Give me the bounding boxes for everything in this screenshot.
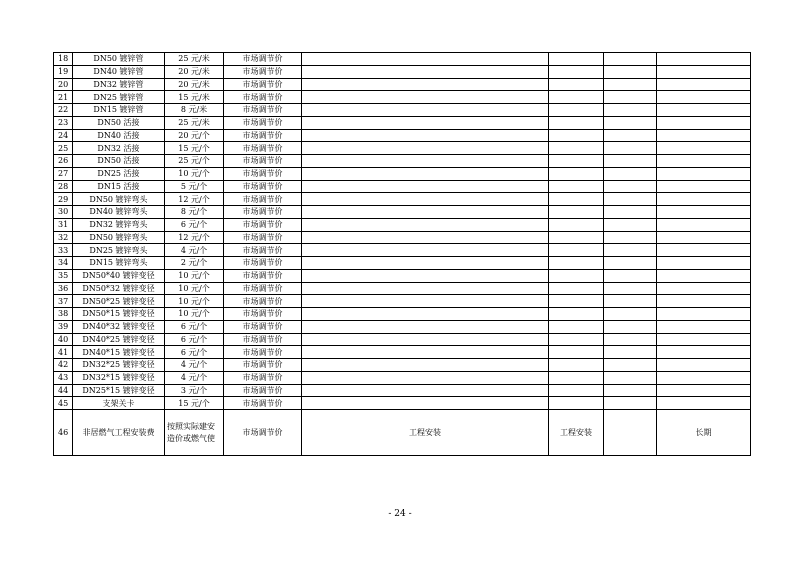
cell-empty <box>604 397 657 410</box>
cell-empty <box>604 206 657 219</box>
cell-number: 45 <box>54 397 73 410</box>
cell-item-name: DN40*25 镀锌变径 <box>73 333 165 346</box>
cell-item-name: 非居燃气工程安装费 <box>73 410 165 456</box>
cell-empty <box>604 65 657 78</box>
cell-number: 43 <box>54 371 73 384</box>
cell-number: 18 <box>54 53 73 66</box>
table-row <box>54 167 751 180</box>
cell-empty <box>657 142 751 155</box>
cell-item-name: DN15 镀锌弯头 <box>73 257 165 270</box>
cell-empty <box>604 193 657 206</box>
cell-unit-price: 12 元/个 <box>165 231 224 244</box>
cell-empty <box>657 231 751 244</box>
cell-item-name: DN15 镀锌管 <box>73 104 165 117</box>
cell-empty <box>657 116 751 129</box>
table-row <box>54 371 751 384</box>
cell-unit-price: 8 元/个 <box>165 206 224 219</box>
cell-empty <box>549 167 604 180</box>
cell-pricing-basis: 市场调节价 <box>224 206 302 219</box>
table-row <box>54 53 751 66</box>
cell-item-name: DN50 镀锌弯头 <box>73 193 165 206</box>
cell-empty <box>657 371 751 384</box>
cell-empty <box>549 320 604 333</box>
cell-empty <box>549 129 604 142</box>
cell-empty <box>604 116 657 129</box>
cell-unit-price: 2 元/个 <box>165 257 224 270</box>
price-table <box>53 52 751 456</box>
cell-empty <box>549 155 604 168</box>
cell-number: 42 <box>54 359 73 372</box>
cell-empty <box>657 65 751 78</box>
cell-number: 25 <box>54 142 73 155</box>
table-row <box>54 320 751 333</box>
cell-empty <box>657 397 751 410</box>
cell-content: 工程安装 <box>302 410 549 456</box>
cell-item-name: DN50*32 镀锌变径 <box>73 282 165 295</box>
cell-empty <box>604 244 657 257</box>
table-row <box>54 104 751 117</box>
table-row <box>54 384 751 397</box>
cell-pricing-basis: 市场调节价 <box>224 180 302 193</box>
cell-item-name: DN50 活接 <box>73 116 165 129</box>
cell-empty <box>604 91 657 104</box>
cell-empty <box>549 397 604 410</box>
cell-empty <box>549 116 604 129</box>
cell-empty <box>657 257 751 270</box>
cell-empty <box>657 129 751 142</box>
cell-unit-price: 12 元/个 <box>165 193 224 206</box>
table-row <box>54 180 751 193</box>
cell-empty <box>604 320 657 333</box>
cell-empty <box>604 346 657 359</box>
cell-unit-price: 25 元/个 <box>165 155 224 168</box>
cell-item-name: 支架关卡 <box>73 397 165 410</box>
cell-empty <box>549 193 604 206</box>
cell-unit-price: 20 元/米 <box>165 65 224 78</box>
cell-empty <box>302 78 549 91</box>
cell-pricing-basis: 市场调节价 <box>224 308 302 321</box>
cell-empty <box>604 333 657 346</box>
cell-empty <box>302 155 549 168</box>
cell-unit-price: 20 元/个 <box>165 129 224 142</box>
cell-item-name: DN25*15 镀锌变径 <box>73 384 165 397</box>
cell-empty <box>657 155 751 168</box>
cell-number: 34 <box>54 257 73 270</box>
cell-empty <box>549 308 604 321</box>
cell-empty <box>549 231 604 244</box>
cell-number: 29 <box>54 193 73 206</box>
cell-number: 19 <box>54 65 73 78</box>
cell-empty <box>302 231 549 244</box>
cell-empty <box>549 384 604 397</box>
cell-empty <box>604 142 657 155</box>
cell-empty <box>302 244 549 257</box>
cell-unit-price: 15 元/个 <box>165 142 224 155</box>
cell-empty <box>657 78 751 91</box>
cell-empty <box>549 142 604 155</box>
cell-empty <box>657 346 751 359</box>
cell-empty <box>657 218 751 231</box>
cell-number: 27 <box>54 167 73 180</box>
cell-unit-price: 6 元/个 <box>165 320 224 333</box>
cell-number: 23 <box>54 116 73 129</box>
cell-number: 28 <box>54 180 73 193</box>
cell-empty <box>549 257 604 270</box>
cell-empty <box>604 78 657 91</box>
cell-empty <box>549 218 604 231</box>
cell-empty <box>657 308 751 321</box>
cell-unit-price: 10 元/个 <box>165 295 224 308</box>
cell-empty <box>604 218 657 231</box>
table-row <box>54 346 751 359</box>
cell-empty <box>302 91 549 104</box>
cell-pricing-basis: 市场调节价 <box>224 295 302 308</box>
cell-empty <box>604 104 657 117</box>
cell-number: 35 <box>54 269 73 282</box>
cell-pricing-basis: 市场调节价 <box>224 333 302 346</box>
cell-pricing-basis: 市场调节价 <box>224 244 302 257</box>
cell-pricing-basis: 市场调节价 <box>224 167 302 180</box>
cell-pricing-basis: 市场调节价 <box>224 269 302 282</box>
cell-number: 31 <box>54 218 73 231</box>
cell-item-name: DN40 镀锌管 <box>73 65 165 78</box>
cell-pricing-basis: 市场调节价 <box>224 104 302 117</box>
cell-empty <box>549 333 604 346</box>
cell-pricing-basis: 市场调节价 <box>224 282 302 295</box>
cell-empty <box>302 206 549 219</box>
cell-item-name: DN32 镀锌弯头 <box>73 218 165 231</box>
cell-empty <box>657 91 751 104</box>
cell-item-name: DN40*15 镀锌变径 <box>73 346 165 359</box>
cell-item-name: DN50 镀锌弯头 <box>73 231 165 244</box>
cell-unit-price: 10 元/个 <box>165 308 224 321</box>
cell-number: 41 <box>54 346 73 359</box>
cell-empty <box>302 116 549 129</box>
cell-empty <box>549 78 604 91</box>
cell-unit-price: 25 元/米 <box>165 116 224 129</box>
cell-unit-price: 按照实际建安造价或燃气使 <box>165 410 224 456</box>
cell-empty <box>604 269 657 282</box>
cell-empty <box>302 65 549 78</box>
table-row <box>54 206 751 219</box>
cell-empty <box>302 359 549 372</box>
cell-empty <box>549 282 604 295</box>
cell-empty <box>657 104 751 117</box>
table-row <box>54 91 751 104</box>
cell-empty <box>302 397 549 410</box>
table-row <box>54 65 751 78</box>
cell-item-name: DN25 镀锌管 <box>73 91 165 104</box>
table-row <box>54 129 751 142</box>
cell-empty <box>302 129 549 142</box>
cell-empty <box>604 282 657 295</box>
cell-empty <box>657 193 751 206</box>
cell-empty <box>302 142 549 155</box>
cell-unit-price: 4 元/个 <box>165 371 224 384</box>
cell-unit-price: 15 元/米 <box>165 91 224 104</box>
cell-item-name: DN50 镀锌管 <box>73 53 165 66</box>
table-row <box>54 269 751 282</box>
cell-pricing-basis: 市场调节价 <box>224 91 302 104</box>
cell-pricing-basis: 市场调节价 <box>224 65 302 78</box>
cell-empty <box>302 295 549 308</box>
cell-empty <box>302 53 549 66</box>
cell-number: 46 <box>54 410 73 456</box>
cell-empty <box>302 257 549 270</box>
cell-empty <box>657 384 751 397</box>
cell-pricing-basis: 市场调节价 <box>224 53 302 66</box>
cell-empty <box>657 167 751 180</box>
cell-empty <box>549 206 604 219</box>
cell-item-name: DN50 活接 <box>73 155 165 168</box>
cell-item-name: DN40 镀锌弯头 <box>73 206 165 219</box>
table-row <box>54 295 751 308</box>
cell-empty <box>302 384 549 397</box>
cell-empty <box>604 410 657 456</box>
table-row <box>54 333 751 346</box>
table-row <box>54 257 751 270</box>
cell-empty <box>302 346 549 359</box>
cell-number: 33 <box>54 244 73 257</box>
cell-empty <box>657 180 751 193</box>
cell-item-name: DN40 活接 <box>73 129 165 142</box>
cell-empty <box>604 308 657 321</box>
table-row <box>54 142 751 155</box>
cell-item-name: DN50*15 镀锌变径 <box>73 308 165 321</box>
cell-empty <box>604 231 657 244</box>
cell-empty <box>302 167 549 180</box>
cell-empty <box>604 155 657 168</box>
cell-empty <box>302 320 549 333</box>
cell-type: 工程安装 <box>549 410 604 456</box>
cell-empty <box>604 257 657 270</box>
cell-empty <box>657 244 751 257</box>
cell-item-name: DN25 镀锌弯头 <box>73 244 165 257</box>
cell-empty <box>657 206 751 219</box>
cell-pricing-basis: 市场调节价 <box>224 193 302 206</box>
cell-empty <box>604 53 657 66</box>
cell-empty <box>302 104 549 117</box>
cell-empty <box>302 371 549 384</box>
cell-number: 37 <box>54 295 73 308</box>
cell-unit-price: 15 元/个 <box>165 397 224 410</box>
cell-item-name: DN32 活接 <box>73 142 165 155</box>
cell-number: 26 <box>54 155 73 168</box>
cell-unit-price: 8 元/米 <box>165 104 224 117</box>
cell-item-name: DN15 活接 <box>73 180 165 193</box>
cell-pricing-basis: 市场调节价 <box>224 397 302 410</box>
cell-empty <box>657 282 751 295</box>
table-row <box>54 231 751 244</box>
cell-empty <box>549 104 604 117</box>
cell-number: 20 <box>54 78 73 91</box>
cell-unit-price: 6 元/个 <box>165 346 224 359</box>
cell-empty <box>549 295 604 308</box>
table-row <box>54 308 751 321</box>
cell-item-name: DN32*15 镀锌变径 <box>73 371 165 384</box>
cell-empty <box>657 269 751 282</box>
table-row <box>54 155 751 168</box>
cell-empty <box>549 65 604 78</box>
cell-empty <box>302 333 549 346</box>
cell-number: 38 <box>54 308 73 321</box>
cell-unit-price: 4 元/个 <box>165 359 224 372</box>
cell-empty <box>302 269 549 282</box>
cell-empty <box>549 244 604 257</box>
cell-pricing-basis: 市场调节价 <box>224 155 302 168</box>
cell-unit-price: 5 元/个 <box>165 180 224 193</box>
table-row <box>54 410 751 456</box>
table-row <box>54 193 751 206</box>
cell-pricing-basis: 市场调节价 <box>224 231 302 244</box>
cell-empty <box>302 218 549 231</box>
cell-unit-price: 6 元/个 <box>165 333 224 346</box>
cell-item-name: DN40*32 镀锌变径 <box>73 320 165 333</box>
cell-item-name: DN32 镀锌管 <box>73 78 165 91</box>
cell-item-name: DN50*25 镀锌变径 <box>73 295 165 308</box>
cell-number: 32 <box>54 231 73 244</box>
cell-empty <box>549 53 604 66</box>
cell-number: 24 <box>54 129 73 142</box>
cell-pricing-basis: 市场调节价 <box>224 129 302 142</box>
table-row <box>54 282 751 295</box>
cell-unit-price: 25 元/米 <box>165 53 224 66</box>
cell-pricing-basis: 市场调节价 <box>224 371 302 384</box>
cell-item-name: DN50*40 镀锌变径 <box>73 269 165 282</box>
cell-pricing-basis: 市场调节价 <box>224 359 302 372</box>
cell-empty <box>657 333 751 346</box>
table-row <box>54 397 751 410</box>
cell-pricing-basis: 市场调节价 <box>224 257 302 270</box>
table-body <box>54 53 751 456</box>
cell-item-name: DN25 活接 <box>73 167 165 180</box>
table-row <box>54 244 751 257</box>
cell-pricing-basis: 市场调节价 <box>224 116 302 129</box>
cell-empty <box>549 359 604 372</box>
cell-empty <box>604 129 657 142</box>
cell-number: 36 <box>54 282 73 295</box>
cell-empty <box>657 53 751 66</box>
cell-empty <box>302 193 549 206</box>
cell-empty <box>604 371 657 384</box>
cell-term: 长期 <box>657 410 751 456</box>
cell-number: 22 <box>54 104 73 117</box>
cell-unit-price: 10 元/个 <box>165 282 224 295</box>
cell-pricing-basis: 市场调节价 <box>224 410 302 456</box>
cell-pricing-basis: 市场调节价 <box>224 78 302 91</box>
cell-empty <box>302 308 549 321</box>
cell-unit-price: 20 元/米 <box>165 78 224 91</box>
table-row <box>54 218 751 231</box>
cell-pricing-basis: 市场调节价 <box>224 346 302 359</box>
page-number: - 24 - <box>388 509 412 519</box>
cell-empty <box>657 320 751 333</box>
table-row <box>54 359 751 372</box>
cell-number: 30 <box>54 206 73 219</box>
cell-empty <box>302 282 549 295</box>
table-row <box>54 116 751 129</box>
cell-empty <box>657 295 751 308</box>
cell-unit-price: 10 元/个 <box>165 167 224 180</box>
cell-pricing-basis: 市场调节价 <box>224 142 302 155</box>
cell-pricing-basis: 市场调节价 <box>224 384 302 397</box>
cell-unit-price: 3 元/个 <box>165 384 224 397</box>
cell-empty <box>604 295 657 308</box>
cell-empty <box>604 167 657 180</box>
cell-empty <box>604 384 657 397</box>
cell-unit-price: 6 元/个 <box>165 218 224 231</box>
cell-empty <box>549 371 604 384</box>
cell-unit-price: 4 元/个 <box>165 244 224 257</box>
cell-empty <box>302 180 549 193</box>
cell-unit-price: 10 元/个 <box>165 269 224 282</box>
table-row <box>54 78 751 91</box>
cell-number: 40 <box>54 333 73 346</box>
cell-pricing-basis: 市场调节价 <box>224 320 302 333</box>
cell-item-name: DN32*25 镀锌变径 <box>73 359 165 372</box>
cell-number: 39 <box>54 320 73 333</box>
cell-number: 44 <box>54 384 73 397</box>
cell-empty <box>549 269 604 282</box>
cell-empty <box>549 91 604 104</box>
cell-empty <box>604 359 657 372</box>
cell-pricing-basis: 市场调节价 <box>224 218 302 231</box>
cell-empty <box>549 346 604 359</box>
cell-empty <box>549 180 604 193</box>
cell-number: 21 <box>54 91 73 104</box>
cell-empty <box>604 180 657 193</box>
cell-empty <box>657 359 751 372</box>
